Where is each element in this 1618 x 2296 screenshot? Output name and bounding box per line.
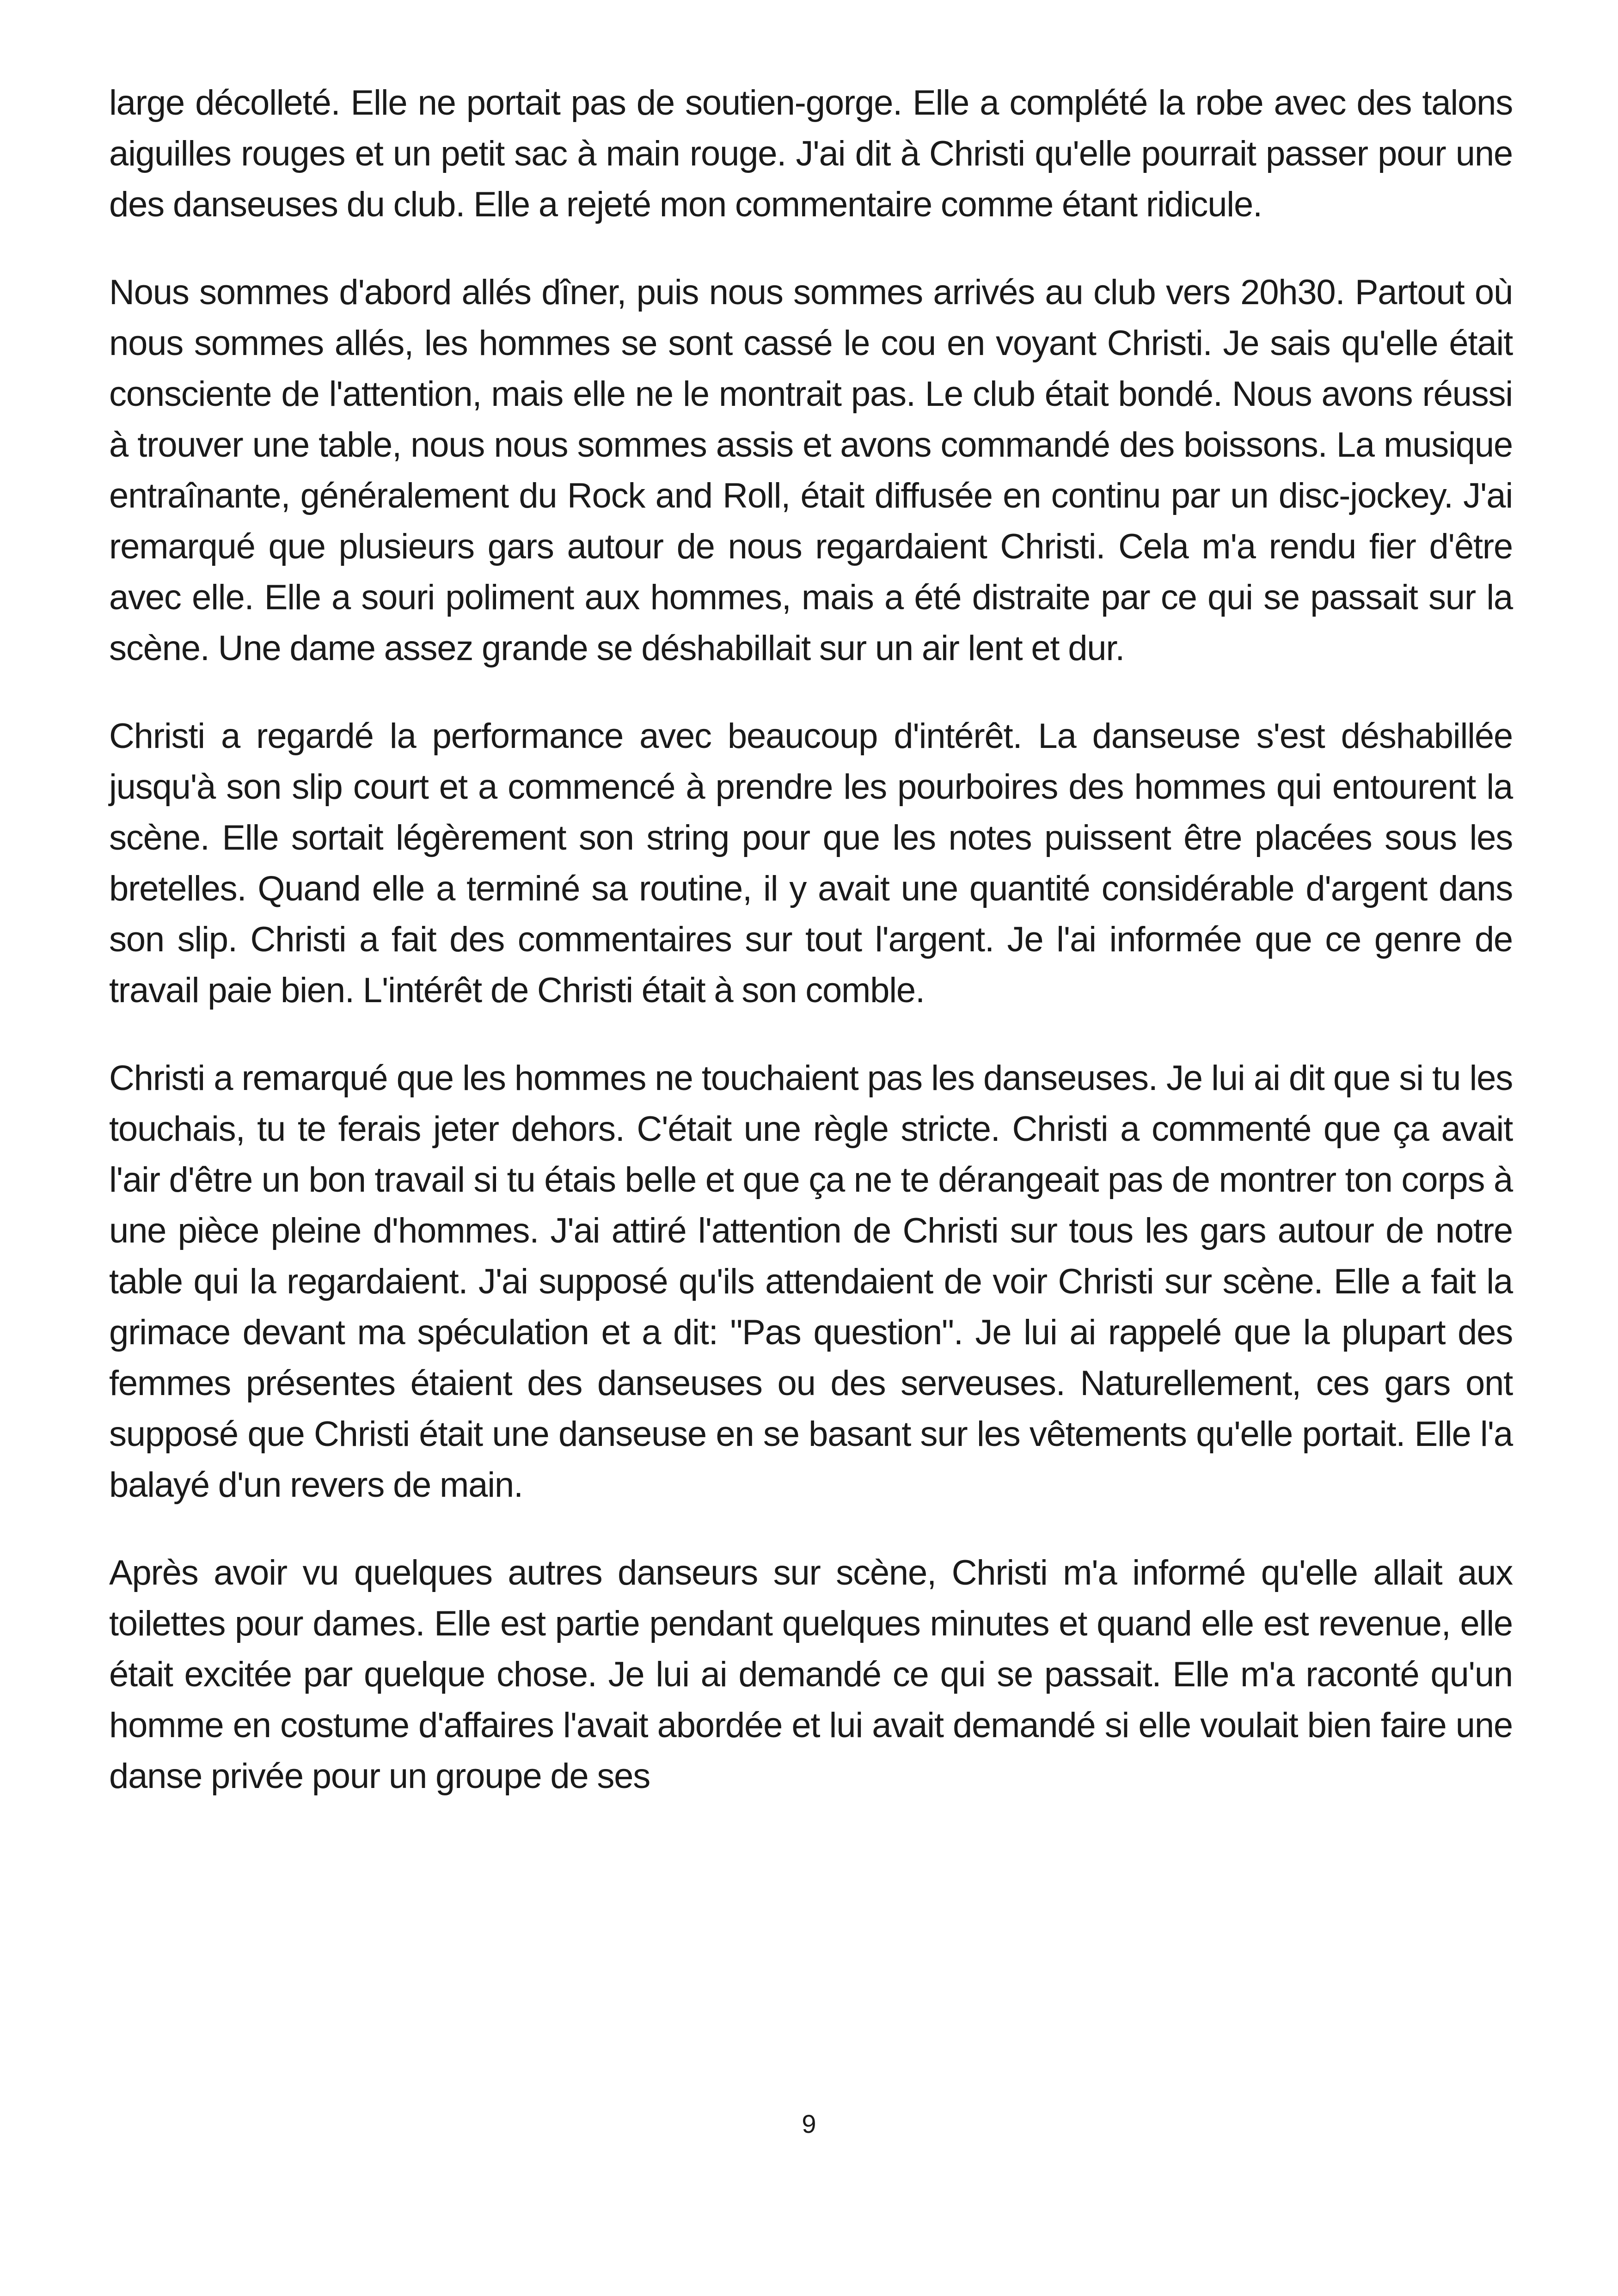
paragraph-2: Nous sommes d'abord allés dîner, puis nous sommes arrivés au club vers 20h30. Partout où nous sommes allés, les hommes se sont cassé le cou en voyant Christi. Je sais qu'elle était consciente de l'attention, mais elle ne le montrait pas. Le club était bondé. Nous avons réussi à trouver une table, nous nous sommes assis et avons commandé des boissons. La musique entraînante, généralement du Rock and Roll, était diffusée en continu par un disc-jockey. J'ai remarqué que plusieurs gars autour de nous regardaient Christi. Cela m'a rendu fier d'être avec elle. Elle a souri poliment aux hommes, mais a été distraite par ce qui se passait sur la scène. Une dame assez grande se déshabillait sur un air lent et dur. [109,273,1513,668]
page-number: 9 [802,2109,816,2138]
body-text [109,78,1513,1802]
paragraph-1: large décolleté. Elle ne portait pas de soutien-gorge. Elle a complété la robe avec des talons aiguilles rouges et un petit sac à main rouge. J'ai dit à Christi qu'elle pourrait passer pour une des danseuses du club. Elle a rejeté mon commentaire comme étant ridicule. [109,83,1513,224]
paragraph-5: Après avoir vu quelques autres danseurs sur scène, Christi m'a informé qu'elle allait aux toilettes pour dames. Elle est partie pendant quelques minutes et quand elle est revenue, elle était excitée par quelque chose. Je lui ai demandé ce qui se passait. Elle m'a raconté qu'un homme en costume d'affaires l'avait abordée et lui avait demandé si elle voulait bien faire une danse privée pour un groupe de ses [109,1553,1513,1796]
paragraph-3: Christi a regardé la performance avec beaucoup d'intérêt. La danseuse s'est déshabillée jusqu'à son slip court et a commencé à prendre les pourboires des hommes qui entourent la scène. Elle sortait légèrement son string pour que les notes puissent être placées sous les bretelles. Quand elle a terminé sa routine, il y avait une quantité considérable d'argent dans son slip. Christi a fait des commentaires sur tout l'argent. Je l'ai informée que ce genre de travail paie bien. L'intérêt de Christi était à son comble. [109,716,1513,1010]
paragraph-4: Christi a remarqué que les hommes ne touchaient pas les danseuses. Je lui ai dit que si tu les touchais, tu te ferais jeter dehors. C'était une règle stricte. Christi a commenté que ça avait l'air d'être un bon travail si tu étais belle et que ça ne te dérangeait pas de montrer ton corps à une pièce pleine d'hommes. J'ai attiré l'attention de Christi sur tous les gars autour de notre table qui la regardaient. J'ai supposé qu'ils attendaient de voir Christi sur scène. Elle a fait la grimace devant ma spéculation et a dit: "Pas question". Je lui ai rappelé que la plupart des femmes présentes étaient des danseuses ou des serveuses. Naturellement, ces gars ont supposé que Christi était une danseuse en se basant sur les vêtements qu'elle portait. Elle l'a balayé d'un revers de main. [109,1059,1513,1505]
